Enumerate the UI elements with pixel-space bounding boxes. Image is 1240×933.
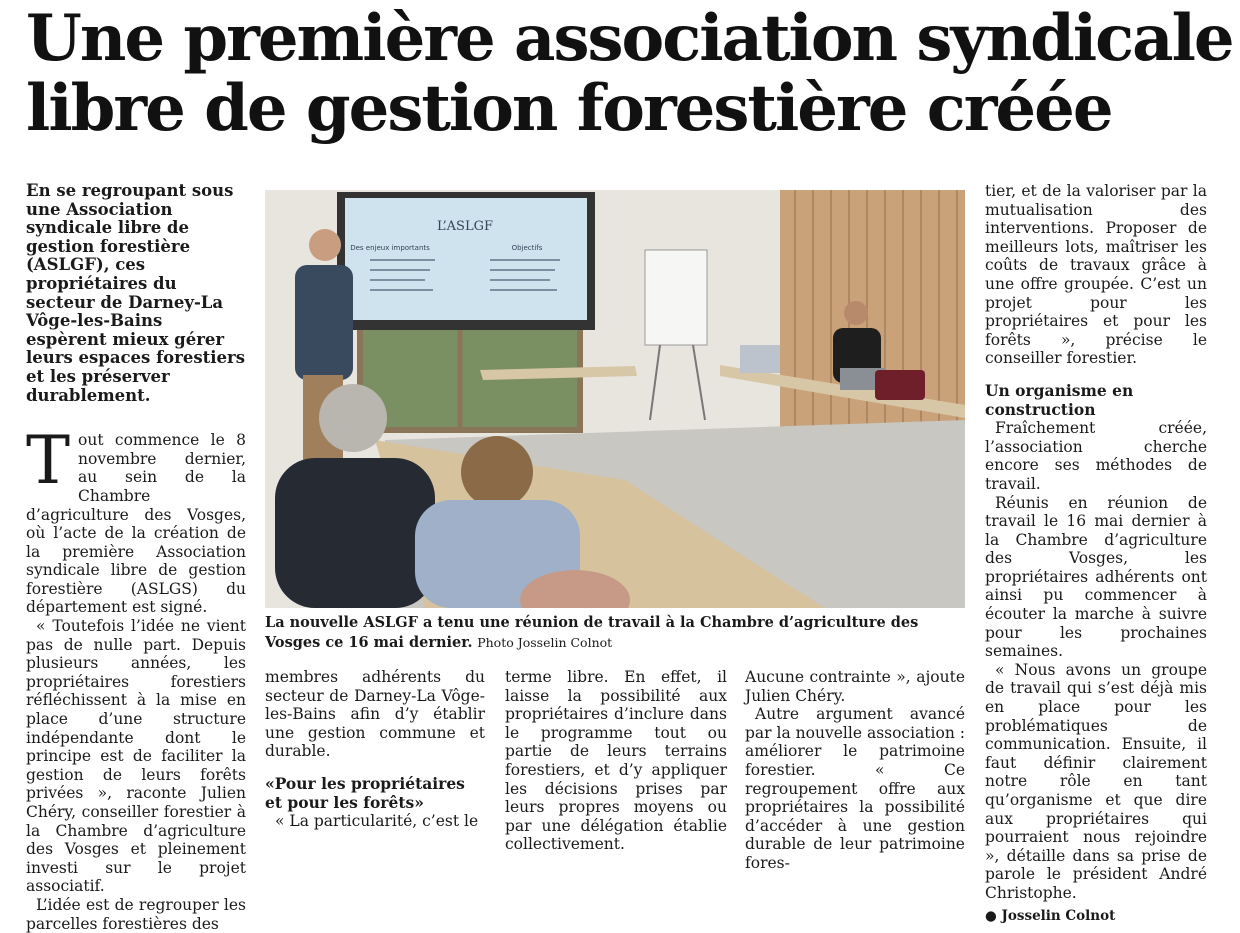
- photo-credit: Photo Josselin Colnot: [477, 635, 613, 650]
- slide-right-heading: Objectifs: [511, 244, 543, 252]
- article-paragraph-11: Réunis en réunion de travail le 16 mai dernier à la Chambre d’agriculture des Vosges, les propriétaires adhérents ont ainsi pu commencer à écouter la marche à suivre pour les prochaines semaines.: [985, 493, 1207, 661]
- article-photo: [265, 190, 965, 608]
- article-paragraph-9: tier, et de la valoriser par la mutualisation des interventions. Proposer de meilleurs lots, maîtriser les coûts de travaux grâce à une offre groupée. C’est un projet pour les propriétaires et pour les forêts », précise le conseiller forestier.: [985, 182, 1207, 368]
- slide-left-heading: Des enjeux importants: [350, 244, 430, 252]
- article-paragraph-1-text: out commence le 8 novembre dernier, au sein de la Chambre d’agriculture des Vosges, où l’acte de la création de la première Association syndicale libre de gestion forestière (ASLGS) du département est signé.: [26, 431, 246, 617]
- headline-line-2: libre de gestion forestière créée: [26, 71, 1112, 146]
- headline-line-1: Une première association syndicale: [26, 1, 1233, 76]
- article-paragraph-5: « La particularité, c’est le: [275, 812, 479, 831]
- article-paragraph-10: Fraîchement créée, l’association cherche encore ses méthodes de travail.: [985, 419, 1207, 493]
- article-paragraph-6: terme libre. En effet, il laisse la possibilité aux propriétaires d’inclure dans le programme tout ou partie de leurs terrains forestiers, et d’y appliquer les décisions prises par leurs propres moyens ou par une délégation établie collectivement.: [505, 668, 727, 854]
- column-1: [26, 182, 246, 933]
- article-paragraph-8: Autre argument avancé par la nouvelle association : améliorer le patrimoine forestier. « Ce regroupement offre aux propriétaires la possibilité d’accéder à une gestion durable de leur patrimoine fores-: [745, 705, 965, 872]
- column-5: [985, 182, 1207, 925]
- article-paragraph-3: L’idée est de regrouper les parcelles forestières des: [26, 895, 246, 933]
- caption-text: La nouvelle ASLGF a tenu une réunion de travail à la Chambre d’agriculture des Vosges ce 16 mai dernier.: [265, 614, 919, 651]
- photo-caption: [265, 613, 965, 653]
- author-signature: ● Josselin Colnot: [985, 907, 1116, 924]
- lead-paragraph: En se regroupant sous une Association syndicale libre de gestion forestière (ASLGF), ces propriétaires du secteur de Darney-La Vôge-les-Bains espèrent mieux gérer leurs espaces forestiers et les préserver durablement.: [26, 181, 246, 405]
- subhead-1: «Pour les propriétaires et pour les forêts»: [265, 773, 465, 812]
- drop-cap: T: [26, 422, 71, 500]
- article-paragraph-4: membres adhérents du secteur de Darney-La Vôge-les-Bains afin d’y établir une gestion commune et durable.: [265, 668, 485, 761]
- article-paragraph-7: Aucune contrainte », ajoute Julien Chéry.: [745, 668, 965, 705]
- subhead-2: Un organisme en construction: [985, 380, 1134, 419]
- article-paragraph-12: « Nous avons un groupe de travail qui s’est déjà mis en place pour les problématiques de communication. Ensuite, il faut définir clairement notre rôle en tant qu’organisme et que dire aux propriétaires qui pourraient nous rejoindre », détaille dans sa prise de parole le président André Christophe.: [985, 660, 1207, 902]
- column-2: [265, 668, 485, 831]
- headline: [26, 1, 1233, 146]
- meeting-photo-illustration: [265, 190, 965, 608]
- article-paragraph-2: « Toutefois l’idée ne vient pas de nulle part. Depuis plusieurs années, les propriétaires forestiers réfléchissent à la mise en place d’une structure indépendante dont le principe est de faciliter la gestion de leurs forêts privées », raconte Julien Chéry, conseiller forestier à la Chambre d’agriculture des Vosges et pleinement investi sur le projet associatif.: [26, 617, 246, 896]
- slide-title: L’ASLGF: [437, 219, 493, 234]
- article-paragraph-1: [26, 422, 246, 617]
- column-3: [505, 668, 727, 854]
- column-4: [745, 668, 965, 873]
